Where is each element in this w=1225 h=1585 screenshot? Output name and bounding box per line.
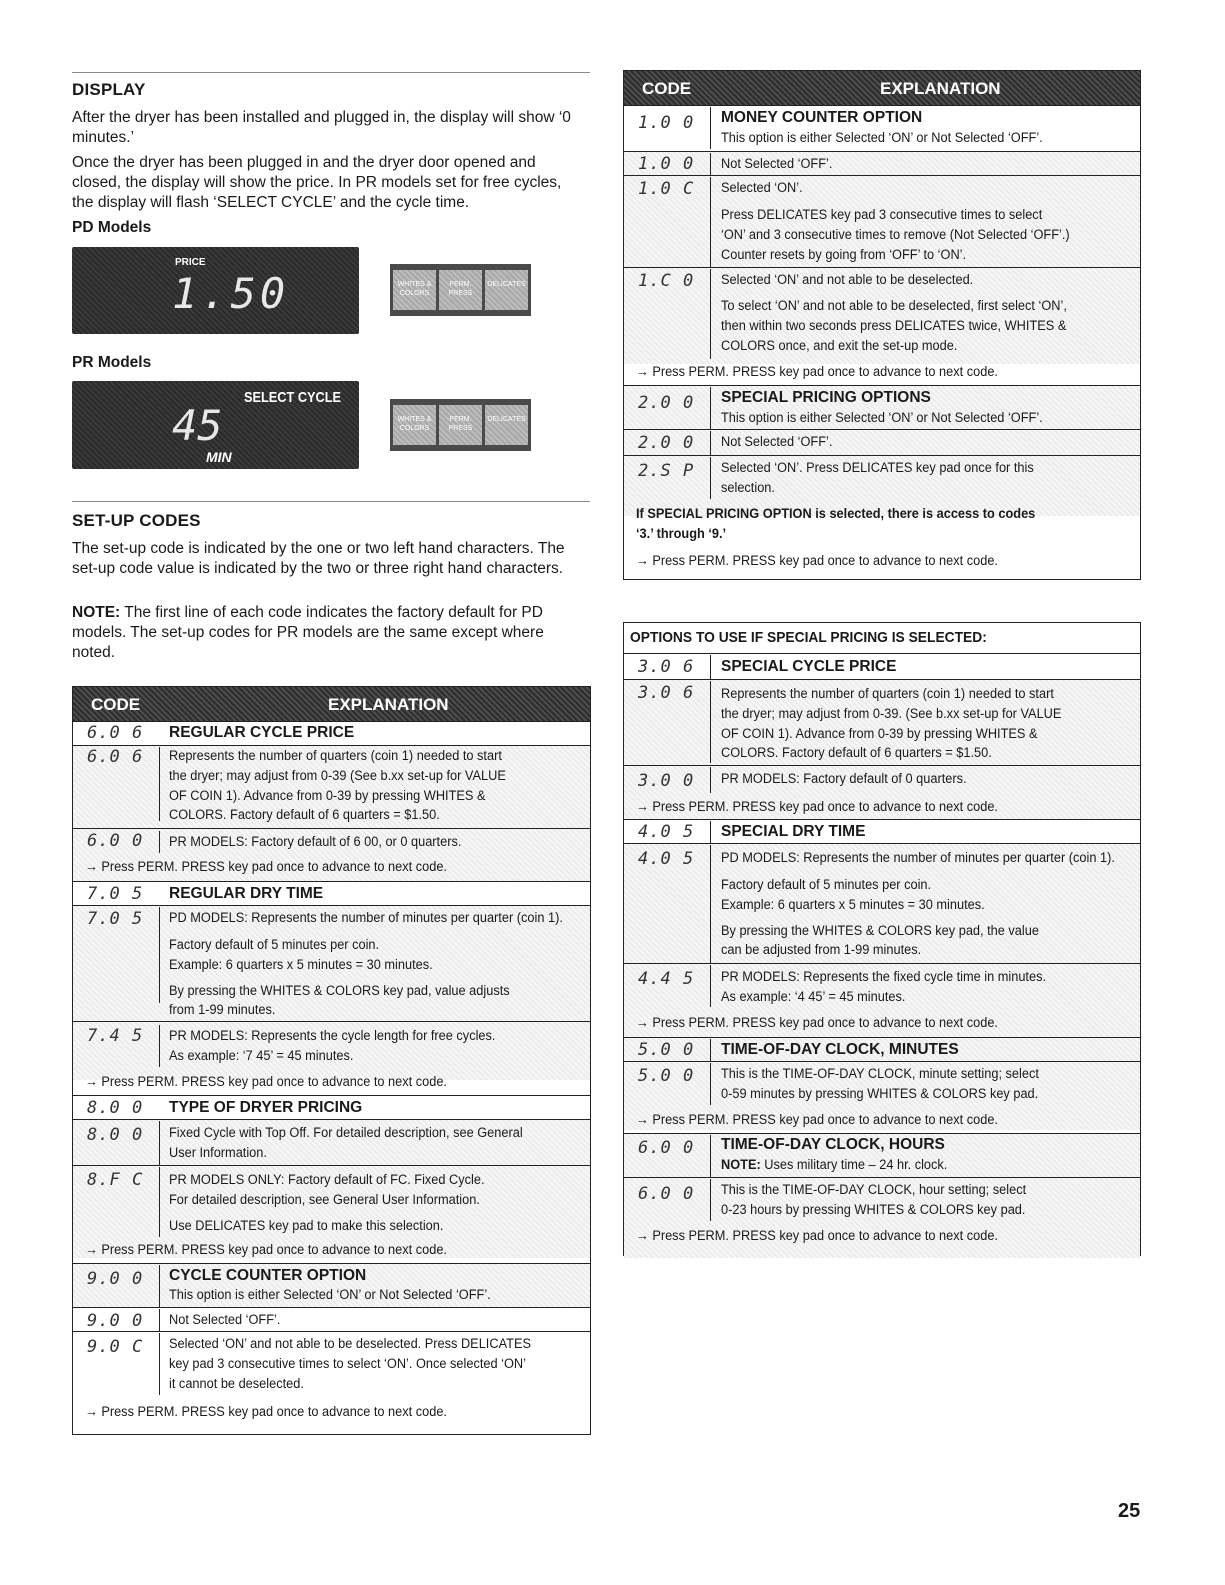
row-text: selection. <box>721 480 775 496</box>
advance-instruction: → Press PERM. PRESS key pad once to advance to next code. <box>85 859 447 875</box>
table-header <box>624 71 1140 105</box>
code-value: 4.0 5 <box>638 822 695 842</box>
row-text: This is the TIME-OF-DAY CLOCK, minute setting; select <box>721 1066 1039 1082</box>
code-value: 5.0 0 <box>638 1066 695 1086</box>
advance-instruction: → Press PERM. PRESS key pad once to advance to next code. <box>85 1074 447 1090</box>
page-number: 25 <box>1118 1500 1141 1522</box>
advance-instruction: → Press PERM. PRESS key pad once to advance to next code. <box>636 553 998 569</box>
pr-select-cycle-label: SELECT CYCLE <box>244 389 342 406</box>
row-text: Selected ‘ON’. <box>721 180 803 196</box>
row-text: PR MODELS: Factory default of 6 00, or 0 quarters. <box>169 834 462 850</box>
row-title: REGULAR DRY TIME <box>169 885 324 902</box>
code-value: 8.0 0 <box>87 1098 144 1118</box>
whites-colors-key[interactable]: WHITES & COLORS <box>393 405 436 445</box>
whites-colors-key[interactable]: WHITES & COLORS <box>393 270 436 310</box>
row-text: it cannot be deselected. <box>169 1376 304 1392</box>
row-text: COLORS. Factory default of 6 quarters = $1.50. <box>169 807 440 823</box>
code-value: 6.0 0 <box>638 1138 695 1158</box>
row-text: For detailed description, see General User Information. <box>169 1192 480 1208</box>
row-text: then within two seconds press DELICATES twice, WHITES & <box>721 318 1067 334</box>
code-value: 2.S P <box>638 461 695 481</box>
setup-codes-heading: SET-UP CODES <box>72 511 201 530</box>
code-value: 9.0 C <box>87 1337 144 1357</box>
display-para-2: Once the dryer has been plugged in and the dryer door opened and closed, the display will show the price. In PR models set for free cycles, the display will flash ‘SELECT CYCLE’ and the cycle time. <box>72 154 562 211</box>
table-row <box>73 1095 590 1120</box>
pr-min-label: MIN <box>206 449 232 465</box>
row-text: To select ‘ON’ and not able to be deselected, first select ‘ON’, <box>721 298 1067 314</box>
row-text: By pressing the WHITES & COLORS key pad, the value <box>721 923 1039 939</box>
advance-instruction: → Press PERM. PRESS key pad once to advance to next code. <box>636 1228 998 1244</box>
pr-display-panel <box>72 381 359 469</box>
row-text: This option is either Selected ‘ON’ or Not Selected ‘OFF’. <box>169 1287 491 1303</box>
table-row <box>624 819 1140 844</box>
row-text: Not Selected ‘OFF’. <box>169 1312 281 1328</box>
row-text: PR MODELS: Represents the cycle length for free cycles. <box>169 1028 496 1044</box>
row-text: OF COIN 1). Advance from 0-39 by pressing WHITES & <box>721 726 1038 742</box>
table-row <box>73 721 590 746</box>
row-text: Selected ‘ON’ and not able to be deselected. <box>721 272 974 288</box>
code-value: 1.C 0 <box>638 271 695 291</box>
code-value: 1.0 0 <box>638 113 695 133</box>
row-text: OF COIN 1). Advance from 0-39 by pressing WHITES & <box>169 788 486 804</box>
pd-keypad <box>390 264 531 316</box>
setup-codes-table-1 <box>72 686 591 1435</box>
special-pricing-note: If SPECIAL PRICING OPTION is selected, there is access to codes <box>636 506 1036 522</box>
special-pricing-note: ‘3.’ through ‘9.’ <box>636 526 727 542</box>
row-text: can be adjusted from 1-99 minutes. <box>721 942 922 958</box>
options-header: OPTIONS TO USE IF SPECIAL PRICING IS SELECTED: <box>630 629 987 646</box>
code-value: 5.0 0 <box>638 1040 695 1060</box>
row-text: Factory default of 5 minutes per coin. <box>721 877 932 893</box>
explanation-col-header: EXPLANATION <box>880 79 1001 98</box>
code-value: 1.0 0 <box>638 154 695 174</box>
table-row <box>73 881 590 906</box>
table-header <box>73 687 590 721</box>
row-text: from 1-99 minutes. <box>169 1002 276 1018</box>
row-text: User Information. <box>169 1145 267 1161</box>
row-text: This is the TIME-OF-DAY CLOCK, hour setting; select <box>721 1182 1027 1198</box>
advance-instruction: → Press PERM. PRESS key pad once to advance to next code. <box>85 1404 447 1420</box>
code-value: 6.0 0 <box>87 831 144 851</box>
row-text: Factory default of 5 minutes per coin. <box>169 937 380 953</box>
row-text: Example: 6 quarters x 5 minutes = 30 minutes. <box>169 957 433 973</box>
row-text: Selected ‘ON’. Press DELICATES key pad once for this <box>721 460 1034 476</box>
row-text: Not Selected ‘OFF’. <box>721 434 833 450</box>
row-text: the dryer; may adjust from 0-39. (See b.xx set-up for VALUE <box>721 706 1062 722</box>
row-text: Represents the number of quarters (coin 1) needed to start <box>721 686 1054 702</box>
row-text: By pressing the WHITES & COLORS key pad, value adjusts <box>169 983 510 999</box>
row-text: PR MODELS: Factory default of 0 quarters. <box>721 771 967 787</box>
row-text: 0-23 hours by pressing WHITES & COLORS key pad. <box>721 1202 1026 1218</box>
display-para-1: After the dryer has been installed and plugged in, the display will show ‘0 minutes.’ <box>72 109 571 146</box>
row-title: TIME-OF-DAY CLOCK, MINUTES <box>721 1041 959 1058</box>
row-text: Represents the number of quarters (coin 1) needed to start <box>169 748 502 764</box>
row-title: TYPE OF DRYER PRICING <box>169 1099 363 1116</box>
delicates-key[interactable]: DELICATES <box>485 270 528 310</box>
advance-instruction: → Press PERM. PRESS key pad once to advance to next code. <box>636 799 998 815</box>
pr-models-label: PR Models <box>72 354 152 371</box>
row-text: ‘ON’ and 3 consecutive times to remove (Not Selected ‘OFF’.) <box>721 227 1070 243</box>
row-title: MONEY COUNTER OPTION <box>721 109 923 126</box>
row-title: TIME-OF-DAY CLOCK, HOURS <box>721 1136 945 1153</box>
pd-display-panel <box>72 247 359 334</box>
code-value: 3.0 6 <box>638 683 695 703</box>
advance-instruction: → Press PERM. PRESS key pad once to advance to next code. <box>636 1112 998 1128</box>
advance-instruction: → Press PERM. PRESS key pad once to advance to next code. <box>85 1242 447 1258</box>
row-text: This option is either Selected ‘ON’ or Not Selected ‘OFF’. <box>721 410 1043 426</box>
advance-instruction: → Press PERM. PRESS key pad once to advance to next code. <box>636 1015 998 1031</box>
perm-press-key[interactable]: PERM. PRESS <box>439 405 482 445</box>
note-label: NOTE: <box>721 1157 761 1173</box>
code-value: 7.0 5 <box>87 884 144 904</box>
row-text: This option is either Selected ‘ON’ or Not Selected ‘OFF’. <box>721 130 1043 146</box>
pd-models-label: PD Models <box>72 219 152 236</box>
row-text: key pad 3 consecutive times to select ‘ON’. Once selected ‘ON’ <box>169 1356 526 1372</box>
pr-keypad <box>390 399 531 451</box>
row-text: Not Selected ‘OFF’. <box>721 156 833 172</box>
code-value: 6.0 6 <box>87 747 144 767</box>
code-value: 9.0 0 <box>87 1269 144 1289</box>
code-value: 4.4 5 <box>638 969 695 989</box>
row-text: PD MODELS: Represents the number of minutes per quarter (coin 1). <box>169 910 563 926</box>
row-text: COLORS. Factory default of 6 quarters = $1.50. <box>721 745 992 761</box>
row-title: SPECIAL PRICING OPTIONS <box>721 389 931 406</box>
code-value: 3.0 6 <box>638 657 695 677</box>
display-heading: DISPLAY <box>72 80 146 99</box>
setup-codes-table-2 <box>623 70 1141 580</box>
row-text: Press DELICATES key pad 3 consecutive times to select <box>721 207 1043 223</box>
row-title: CYCLE COUNTER OPTION <box>169 1267 367 1284</box>
code-value: 6.0 0 <box>638 1184 695 1204</box>
row-text: Use DELICATES key pad to make this selection. <box>169 1218 444 1234</box>
row-title: SPECIAL DRY TIME <box>721 823 866 840</box>
special-pricing-options-table <box>623 622 1141 1256</box>
note-label: NOTE: <box>72 604 121 621</box>
explanation-col-header: EXPLANATION <box>328 695 449 714</box>
row-text: the dryer; may adjust from 0-39 (See b.xx set-up for VALUE <box>169 768 506 784</box>
code-value: 1.0 C <box>638 179 695 199</box>
code-value: 7.0 5 <box>87 909 144 929</box>
row-text: Selected ‘ON’ and not able to be deselected. Press DELICATES <box>169 1336 531 1352</box>
pr-cycle-time: 45 <box>172 401 223 450</box>
code-value: 4.0 5 <box>638 849 695 869</box>
row-text: PR MODELS: Represents the fixed cycle time in minutes. <box>721 969 1047 985</box>
code-value: 3.0 0 <box>638 771 695 791</box>
row-text: Counter resets by going from ‘OFF’ to ‘ON’. <box>721 247 967 263</box>
row-title: SPECIAL CYCLE PRICE <box>721 658 897 675</box>
code-value: 2.0 0 <box>638 433 695 453</box>
code-value: 8.F C <box>87 1170 144 1190</box>
row-text: PR MODELS ONLY: Factory default of FC. Fixed Cycle. <box>169 1172 485 1188</box>
advance-instruction: → Press PERM. PRESS key pad once to advance to next code. <box>636 364 998 380</box>
code-value: 7.4 5 <box>87 1026 144 1046</box>
setup-note <box>72 603 557 663</box>
row-text: As example: ‘4 45’ = 45 minutes. <box>721 989 906 1005</box>
pd-price-value: 1.50 <box>172 269 290 318</box>
code-col-header: CODE <box>642 79 692 98</box>
code-value: 6.0 6 <box>87 723 144 743</box>
delicates-key[interactable]: DELICATES <box>485 405 528 445</box>
row-text: Fixed Cycle with Top Off. For detailed description, see General <box>169 1125 523 1141</box>
clock-hours-note <box>721 1156 947 1175</box>
code-col-header: CODE <box>91 695 141 714</box>
code-value: 8.0 0 <box>87 1125 144 1145</box>
row-text: Example: 6 quarters x 5 minutes = 30 minutes. <box>721 897 985 913</box>
row-text: PD MODELS: Represents the number of minutes per quarter (coin 1). <box>721 850 1115 866</box>
perm-press-key[interactable]: PERM. PRESS <box>439 270 482 310</box>
row-text: 0-59 minutes by pressing WHITES & COLORS key pad. <box>721 1086 1039 1102</box>
note-text: The first line of each code indicates the factory default for PD models. The set-up codes for PR models are the same except where noted. <box>72 604 544 661</box>
table-row <box>624 653 1140 680</box>
row-text: As example: ‘7 45’ = 45 minutes. <box>169 1048 354 1064</box>
pd-price-label: PRICE <box>175 257 206 268</box>
row-text: COLORS once, and exit the set-up mode. <box>721 338 958 354</box>
code-value: 2.0 0 <box>638 393 695 413</box>
row-title: REGULAR CYCLE PRICE <box>169 724 355 741</box>
note-text: Uses military time – 24 hr. clock. <box>760 1157 948 1173</box>
setup-para: The set-up code is indicated by the one or two left hand characters. The set-up code value is indicated by the two or three right hand characters. <box>72 540 565 577</box>
code-value: 9.0 0 <box>87 1311 144 1331</box>
